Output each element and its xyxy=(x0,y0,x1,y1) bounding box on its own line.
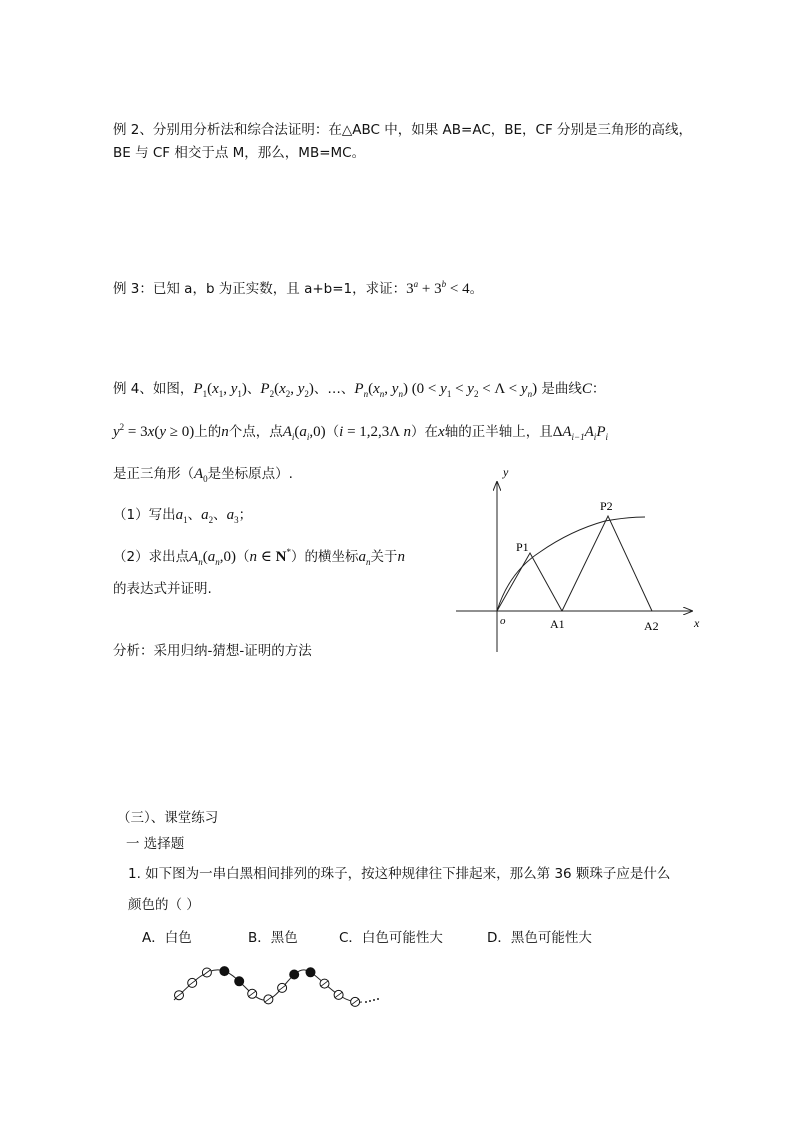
practice-subsection: 一 选择题 xyxy=(126,836,185,852)
option-a: A．白色 xyxy=(142,930,192,946)
beads-group xyxy=(175,967,360,1007)
ex4-q1 xyxy=(113,503,252,524)
var-x: x xyxy=(438,424,445,440)
point-ai: $A_i(a_i,0)$ xyxy=(282,424,326,442)
origin-a0: $A_0$ xyxy=(194,466,208,484)
origin-label: o xyxy=(500,615,506,627)
points-text: 上的 xyxy=(194,424,222,440)
ex2-line1: 例 2、分别用分析法和综合法证明：在△ABC 中，如果 AB=AC，BE，CF 分别是三角形的高线， xyxy=(113,122,693,138)
analysis: 分析：采用归纳-猜想-证明的方法 xyxy=(113,643,312,659)
sep-3: 、 xyxy=(340,381,355,397)
ex4-line2: $y^2 = 3x(y \ge 0)$上的n个点，点$A_i(a_i,0)(i = 1,2,3\Lambda$ n）在x轴的正半轴上，且$\Delta A_{i-1}A_iP_i$ xyxy=(113,422,608,442)
q2-b: 的横坐标 xyxy=(304,549,359,565)
point-pn: $P_n(x_n$, $y_n$) $(0 < y_1 < y_2 < \Lambda < y_n)$ xyxy=(354,381,538,399)
sep-2: 、 xyxy=(313,381,328,397)
ex3-end: 。 xyxy=(469,281,484,297)
a2-label: A2 xyxy=(644,619,659,633)
ex2-line2: BE 与 CF 相交于点 M，那么，MB=MC。 xyxy=(113,145,366,161)
triangle-1 xyxy=(497,553,562,611)
ex3-inequality: $3^a + 3^b < 4$ xyxy=(406,279,470,297)
point-p2: $P_2(x_2$, $y_2$) xyxy=(260,381,314,399)
ex4-line3 xyxy=(113,462,293,483)
curve-text: 是曲线 xyxy=(541,381,582,397)
option-c: C．白色可能性大 xyxy=(339,930,443,946)
line3-a: 是正三角形（ xyxy=(113,466,194,482)
sep-4: 、 xyxy=(187,507,202,523)
ex3-text: 例 3：已知 a，b 为正实数，且 a+b=1，求证： xyxy=(113,281,407,297)
option-d: D．黑色可能性大 xyxy=(487,930,592,946)
practice-q1-line2: 颜色的（ ） xyxy=(128,897,200,913)
triangle: $\Delta A_{i-1}A_iP_i$ xyxy=(552,424,608,442)
an-var: $a_n$ xyxy=(358,549,371,567)
a3-var: $a_3$ xyxy=(226,507,239,525)
ex4-intro: 例 4、如图， xyxy=(113,381,194,397)
triangle-2 xyxy=(562,516,652,611)
point-p1: $P_1(x_1$, $y_1$) xyxy=(193,381,247,399)
bead-black xyxy=(220,967,229,976)
x-axis-label: x xyxy=(694,616,700,630)
sep-1: 、 xyxy=(246,381,261,397)
ellipsis: … xyxy=(327,381,341,397)
practice-q1-line1: 1. 如下图为一串白黑相间排列的珠子，按这种规律往下排起来，那么第 36 颗珠子应是什么 xyxy=(128,866,671,882)
axis-text: 在 xyxy=(424,424,439,440)
dot-3 xyxy=(373,999,375,1001)
a2-var: $a_2$ xyxy=(201,507,214,525)
index-range: i = 1,2,3Λ n xyxy=(339,424,412,440)
bead-black xyxy=(290,970,299,979)
q2-c: 关于 xyxy=(370,549,398,565)
bead-black xyxy=(306,968,315,977)
coordinate-figure xyxy=(450,460,710,660)
p1-label: P1 xyxy=(516,540,529,554)
p2-label: P2 xyxy=(600,499,613,513)
option-b: B．黑色 xyxy=(248,930,298,946)
q1-text: （1）写出 xyxy=(113,507,176,523)
var-n: n xyxy=(221,424,229,440)
practice-section: （三）、课堂练习 xyxy=(117,810,219,826)
ex4-q2-line2: 的表达式并证明. xyxy=(113,581,212,597)
curve-c: C xyxy=(581,381,592,397)
ex4-q2: （2）求出点$A_n(a_n,0)(n$ ∈ N*）的横坐标$a_n$关于n xyxy=(113,547,405,567)
points-text2: 个点，点 xyxy=(228,424,283,440)
ex3-statement xyxy=(113,277,483,298)
dot-4 xyxy=(377,998,379,1000)
a1-var: $a_1$ xyxy=(175,507,188,525)
bead-black xyxy=(235,977,244,986)
q1-end: ； xyxy=(238,507,253,523)
q2-text: （2）求出点 xyxy=(113,549,190,565)
ex4-line1: 例 4、如图，$P_1(x_1$, $y_1$)、$P_2(x_2$, $y_2$)、…、$P_n(x_n$, $y_n$) $(0 < y_1 < y_2 < \Lambda < y_n)$ 是曲线C： xyxy=(113,381,606,399)
curve-c-graph xyxy=(497,517,645,611)
curve-equation: $y^2 = 3x(y \ge 0)$ xyxy=(113,422,195,440)
dot-1 xyxy=(365,1001,367,1003)
n-in-N: n ∈ N* xyxy=(249,547,291,565)
a1-label: A1 xyxy=(550,617,565,631)
axis-text2: 轴的正半轴上，且 xyxy=(444,424,553,440)
point-an: $A_n(a_n,0)$ xyxy=(189,549,237,567)
n-var: n xyxy=(397,549,405,565)
line3-b: 是坐标原点）. xyxy=(207,466,293,482)
sep-5: 、 xyxy=(213,507,227,523)
y-axis-label: y xyxy=(503,465,509,479)
bead-string-figure xyxy=(165,960,390,1020)
dot-2 xyxy=(369,1000,371,1002)
